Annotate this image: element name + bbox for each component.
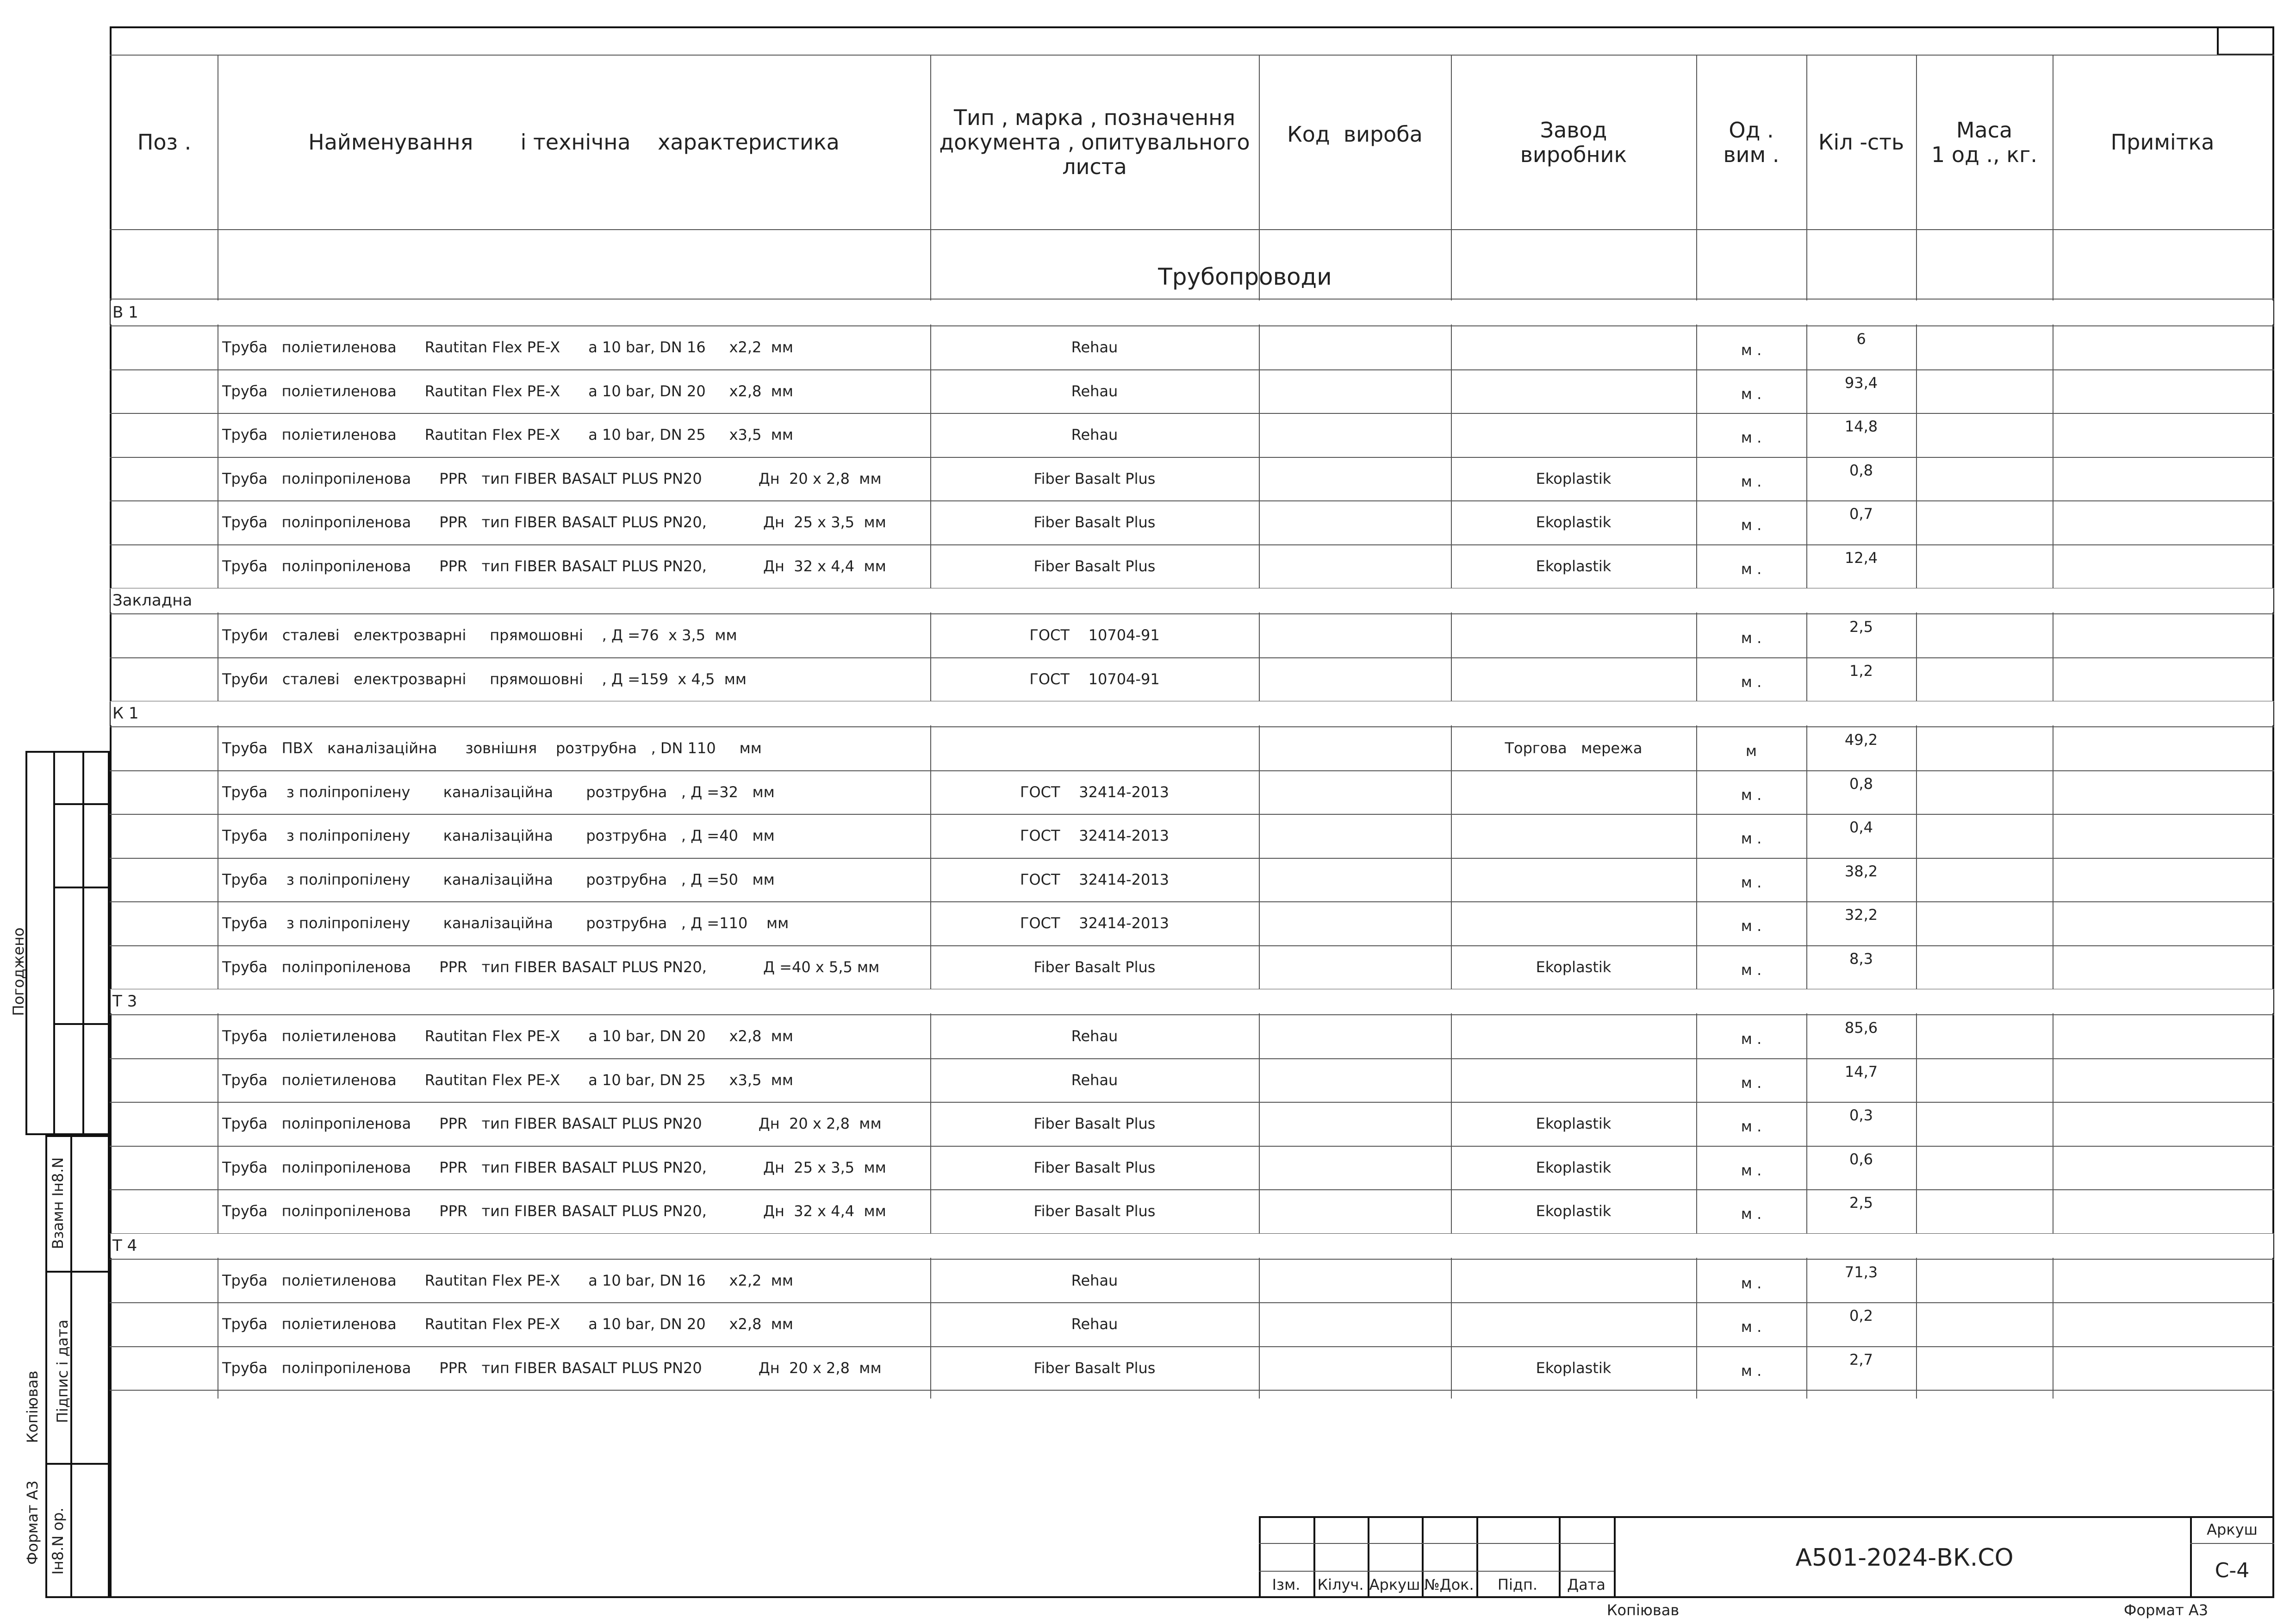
row-name: Труба поліпропіленова PPR тип FIBER BASALT PLUS PN20, Дн 32 x 4,4 мм	[222, 557, 886, 575]
row-name: Труба поліетиленова Rautitan Flex PE-X a 10 bar, DN 20 x2,8 мм	[222, 1315, 794, 1333]
side-stamp-h1	[53, 803, 110, 805]
side-stamp-h3	[53, 1023, 110, 1025]
header-name: Найменування і технічна характеристика	[308, 130, 840, 155]
row-name: Труба поліпропіленова PPR тип FIBER BASALT PLUS PN20, Дн 25 x 3,5 мм	[222, 513, 886, 531]
row-unit: м .	[1741, 1030, 1762, 1048]
row-unit: м .	[1741, 1161, 1762, 1179]
row-qty: 2,5	[1849, 1194, 1873, 1212]
row-qty: 0,6	[1849, 1150, 1873, 1168]
tb-h1	[1259, 1543, 1614, 1544]
row-name: Труба з поліпропілену каналізаційна розтрубна , Д =40 мм	[222, 827, 775, 845]
section-title: Трубопроводи	[1158, 263, 1332, 290]
footer-format: Формат А3	[2123, 1601, 2209, 1619]
row-factory: Ekoplastik	[1536, 513, 1612, 531]
row-name: Труба поліетиленова Rautitan Flex PE-X a 10 bar, DN 25 x3,5 мм	[222, 426, 794, 444]
row-type: Rehau	[1071, 1027, 1118, 1045]
row-qty: 6	[1856, 330, 1866, 348]
row-factory	[1451, 369, 1696, 413]
row-type: Rehau	[1071, 1271, 1118, 1289]
row-unit: м .	[1741, 873, 1762, 891]
row-unit: м .	[1741, 673, 1762, 691]
row-qty: 85,6	[1844, 1019, 1878, 1037]
row-type: ГОСТ 32414-2013	[1020, 827, 1170, 845]
row-unit: м .	[1741, 1274, 1762, 1292]
row-type: Fiber Basalt Plus	[1033, 958, 1156, 976]
header-factory: Завод виробник	[1520, 117, 1627, 167]
side-stamp-h4	[45, 1271, 110, 1273]
group-label: К 1	[112, 704, 139, 723]
row-unit: м .	[1741, 830, 1762, 848]
row-unit: м .	[1741, 629, 1762, 647]
tb-label-data: Дата	[1567, 1575, 1605, 1593]
row-factory: Ekoplastik	[1536, 1359, 1612, 1377]
group-label: Закладна	[112, 591, 193, 610]
row-type: ГОСТ 10704-91	[1029, 670, 1160, 688]
row-unit: м .	[1741, 341, 1762, 359]
row-qty: 12,4	[1844, 549, 1878, 567]
group-label: В 1	[112, 303, 138, 322]
group-row-bg	[111, 1234, 2273, 1258]
row-type: Fiber Basalt Plus	[1033, 557, 1156, 575]
side-label-inv-replace: Взамн Ін8.N	[49, 1157, 67, 1249]
row-qty: 0,3	[1849, 1106, 1873, 1124]
header-unit: Од . вим .	[1723, 117, 1780, 167]
row-factory: Ekoplastik	[1536, 1115, 1612, 1133]
row-name: Труба з поліпропілену каналізаційна розтрубна , Д =50 мм	[222, 870, 775, 888]
row-type: Fiber Basalt Plus	[1033, 1202, 1156, 1220]
row-factory	[1451, 1302, 1696, 1346]
row-qty: 0,8	[1849, 775, 1873, 793]
footer-copied: Копіював	[1606, 1601, 1680, 1619]
row-unit: м .	[1741, 472, 1762, 490]
row-name: Труба поліетиленова Rautitan Flex PE-X a 10 bar, DN 20 x2,8 мм	[222, 1027, 794, 1045]
group-row-bg	[111, 300, 2273, 325]
row-qty: 38,2	[1844, 862, 1878, 880]
row-name: Труба поліпропіленова PPR тип FIBER BASALT PLUS PN20, Дн 32 x 4,4 мм	[222, 1202, 886, 1220]
row-unit: м .	[1741, 961, 1762, 979]
row-unit: м .	[1741, 917, 1762, 935]
row-type: Rehau	[1071, 338, 1118, 356]
row-factory	[1451, 1014, 1696, 1058]
header-bottom-line	[110, 229, 2274, 230]
row-qty: 14,8	[1844, 418, 1878, 435]
row-type	[930, 726, 1259, 770]
row-type: Fiber Basalt Plus	[1033, 469, 1156, 487]
side-label-sign-date: Підпис і дата	[54, 1319, 71, 1423]
header-code: Код вироба	[1287, 121, 1423, 147]
group-row-bg	[111, 701, 2273, 725]
row-name: Труба поліпропіленова PPR тип FIBER BASALT PLUS PN20 Дн 20 x 2,8 мм	[222, 1115, 882, 1133]
row-qty: 2,5	[1849, 618, 1873, 636]
row-qty: 1,2	[1849, 662, 1873, 680]
side-label-agreed: Погоджено	[10, 927, 27, 1016]
row-factory: Ekoplastik	[1536, 1158, 1612, 1176]
side-stamp-h2	[53, 887, 110, 888]
tb-label-ndok: №Док.	[1424, 1575, 1474, 1593]
tb-sheet-label: Аркуш	[2207, 1521, 2258, 1538]
row-unit: м .	[1741, 1074, 1762, 1092]
row-factory	[1451, 1259, 1696, 1303]
row-factory: Ekoplastik	[1536, 557, 1612, 575]
row-name: Труба ПВХ каналізаційна зовнішня розтрубна , DN 110 мм	[222, 739, 762, 757]
row-name: Труба поліетиленова Rautitan Flex PE-X a 10 bar, DN 16 x2,2 мм	[222, 338, 794, 356]
row-type: Fiber Basalt Plus	[1033, 513, 1156, 531]
row-unit: м .	[1741, 1318, 1762, 1336]
row-name: Труба з поліпропілену каналізаційна розтрубна , Д =110 мм	[222, 914, 789, 932]
row-qty: 32,2	[1844, 906, 1878, 924]
row-qty: 14,7	[1844, 1062, 1878, 1081]
tb-sheet-value: С-4	[2215, 1559, 2250, 1582]
row-type: Fiber Basalt Plus	[1033, 1158, 1156, 1176]
section-line	[110, 299, 2274, 300]
row-qty: 0,2	[1849, 1307, 1873, 1324]
row-type: ГОСТ 32414-2013	[1020, 783, 1170, 801]
row-type: ГОСТ 10704-91	[1029, 626, 1160, 644]
row-unit: м .	[1741, 385, 1762, 403]
side-stamp-upper	[25, 751, 110, 1135]
row-factory	[1451, 814, 1696, 858]
group-label: Т 4	[112, 1236, 137, 1255]
row-unit: м .	[1741, 1118, 1762, 1136]
header-type: Тип , марка , позначення документа , опитувального листа	[939, 105, 1250, 179]
side-label-format: Формат А3	[24, 1480, 41, 1565]
row-name: Труби сталеві електрозварні прямошовні , Д =76 x 3,5 мм	[222, 626, 737, 644]
row-factory	[1451, 1058, 1696, 1102]
tb-label-kiluch: Кілуч.	[1317, 1575, 1364, 1593]
row-line	[110, 1390, 2274, 1391]
document-code: А501-2024-ВК.СО	[1795, 1544, 2014, 1572]
group-row-bg	[111, 989, 2273, 1013]
row-unit: м .	[1741, 429, 1762, 447]
tb-label-izm: Ізм.	[1272, 1575, 1300, 1593]
row-qty: 2,7	[1849, 1350, 1873, 1368]
row-unit: м .	[1741, 1205, 1762, 1223]
header-qty: Кіл -сть	[1818, 130, 1904, 155]
row-qty: 93,4	[1844, 374, 1878, 392]
row-type: Fiber Basalt Plus	[1033, 1115, 1156, 1133]
row-type: Fiber Basalt Plus	[1033, 1359, 1156, 1377]
corner-box	[2217, 26, 2274, 56]
row-factory	[1451, 413, 1696, 457]
group-row-bg	[111, 588, 2273, 612]
side-stamp-v2	[82, 751, 84, 1135]
row-name: Труба поліетиленова Rautitan Flex PE-X a 10 bar, DN 25 x3,5 мм	[222, 1071, 794, 1089]
side-label-inv-orig: Ін8.N ор.	[49, 1507, 67, 1575]
row-unit: м .	[1741, 516, 1762, 534]
row-qty: 8,3	[1849, 949, 1873, 968]
row-factory: Ekoplastik	[1536, 1202, 1612, 1220]
header-pos: Поз .	[137, 130, 192, 155]
row-type: ГОСТ 32414-2013	[1020, 870, 1170, 888]
row-name: Труба поліетиленова Rautitan Flex PE-X a 10 bar, DN 20 x2,8 мм	[222, 382, 794, 400]
header-note: Примітка	[2110, 130, 2215, 155]
row-factory	[1451, 901, 1696, 945]
row-type: ГОСТ 32414-2013	[1020, 914, 1170, 932]
side-stamp-h5	[45, 1463, 110, 1465]
row-name: Труба поліетиленова Rautitan Flex PE-X a 10 bar, DN 16 x2,2 мм	[222, 1271, 794, 1289]
row-qty: 71,3	[1844, 1263, 1878, 1281]
row-qty: 0,7	[1849, 505, 1873, 523]
row-qty: 0,8	[1849, 461, 1873, 479]
tb-label-arkush: Аркуш	[1369, 1575, 1420, 1593]
row-unit: м .	[1741, 560, 1762, 578]
row-factory: Торгова мережа	[1505, 739, 1643, 757]
row-name: Труба з поліпропілену каналізаційна розтрубна , Д =32 мм	[222, 783, 775, 801]
row-unit: м	[1745, 742, 1757, 760]
side-label-copied: Копіював	[24, 1370, 41, 1443]
row-name: Труба поліпропіленова PPR тип FIBER BASALT PLUS PN20 Дн 20 x 2,8 мм	[222, 1359, 882, 1377]
tb-label-pidp: Підп.	[1497, 1575, 1538, 1593]
row-unit: м .	[1741, 786, 1762, 804]
row-factory	[1451, 858, 1696, 902]
group-label: Т 3	[112, 992, 137, 1011]
row-type: Rehau	[1071, 1315, 1118, 1333]
row-factory	[1451, 657, 1696, 701]
row-unit: м .	[1741, 1362, 1762, 1380]
side-stamp-v1	[53, 751, 55, 1135]
row-qty: 49,2	[1844, 731, 1878, 749]
row-name: Труба поліпропіленова PPR тип FIBER BASALT PLUS PN20, Д =40 x 5,5 мм	[222, 958, 880, 976]
row-factory	[1451, 325, 1696, 369]
row-factory: Ekoplastik	[1536, 958, 1612, 976]
row-name: Труба поліпропіленова PPR тип FIBER BASALT PLUS PN20 Дн 20 x 2,8 мм	[222, 469, 882, 487]
row-factory	[1451, 770, 1696, 814]
row-qty: 0,4	[1849, 818, 1873, 836]
row-factory: Ekoplastik	[1536, 469, 1612, 487]
row-factory	[1451, 613, 1696, 657]
row-name: Труби сталеві електрозварні прямошовні , Д =159 x 4,5 мм	[222, 670, 747, 688]
row-name: Труба поліпропіленова PPR тип FIBER BASALT PLUS PN20, Дн 25 x 3,5 мм	[222, 1158, 886, 1176]
row-type: Rehau	[1071, 382, 1118, 400]
row-type: Rehau	[1071, 426, 1118, 444]
header-mass: Маса 1 од ., кг.	[1931, 117, 2037, 167]
row-type: Rehau	[1071, 1071, 1118, 1089]
